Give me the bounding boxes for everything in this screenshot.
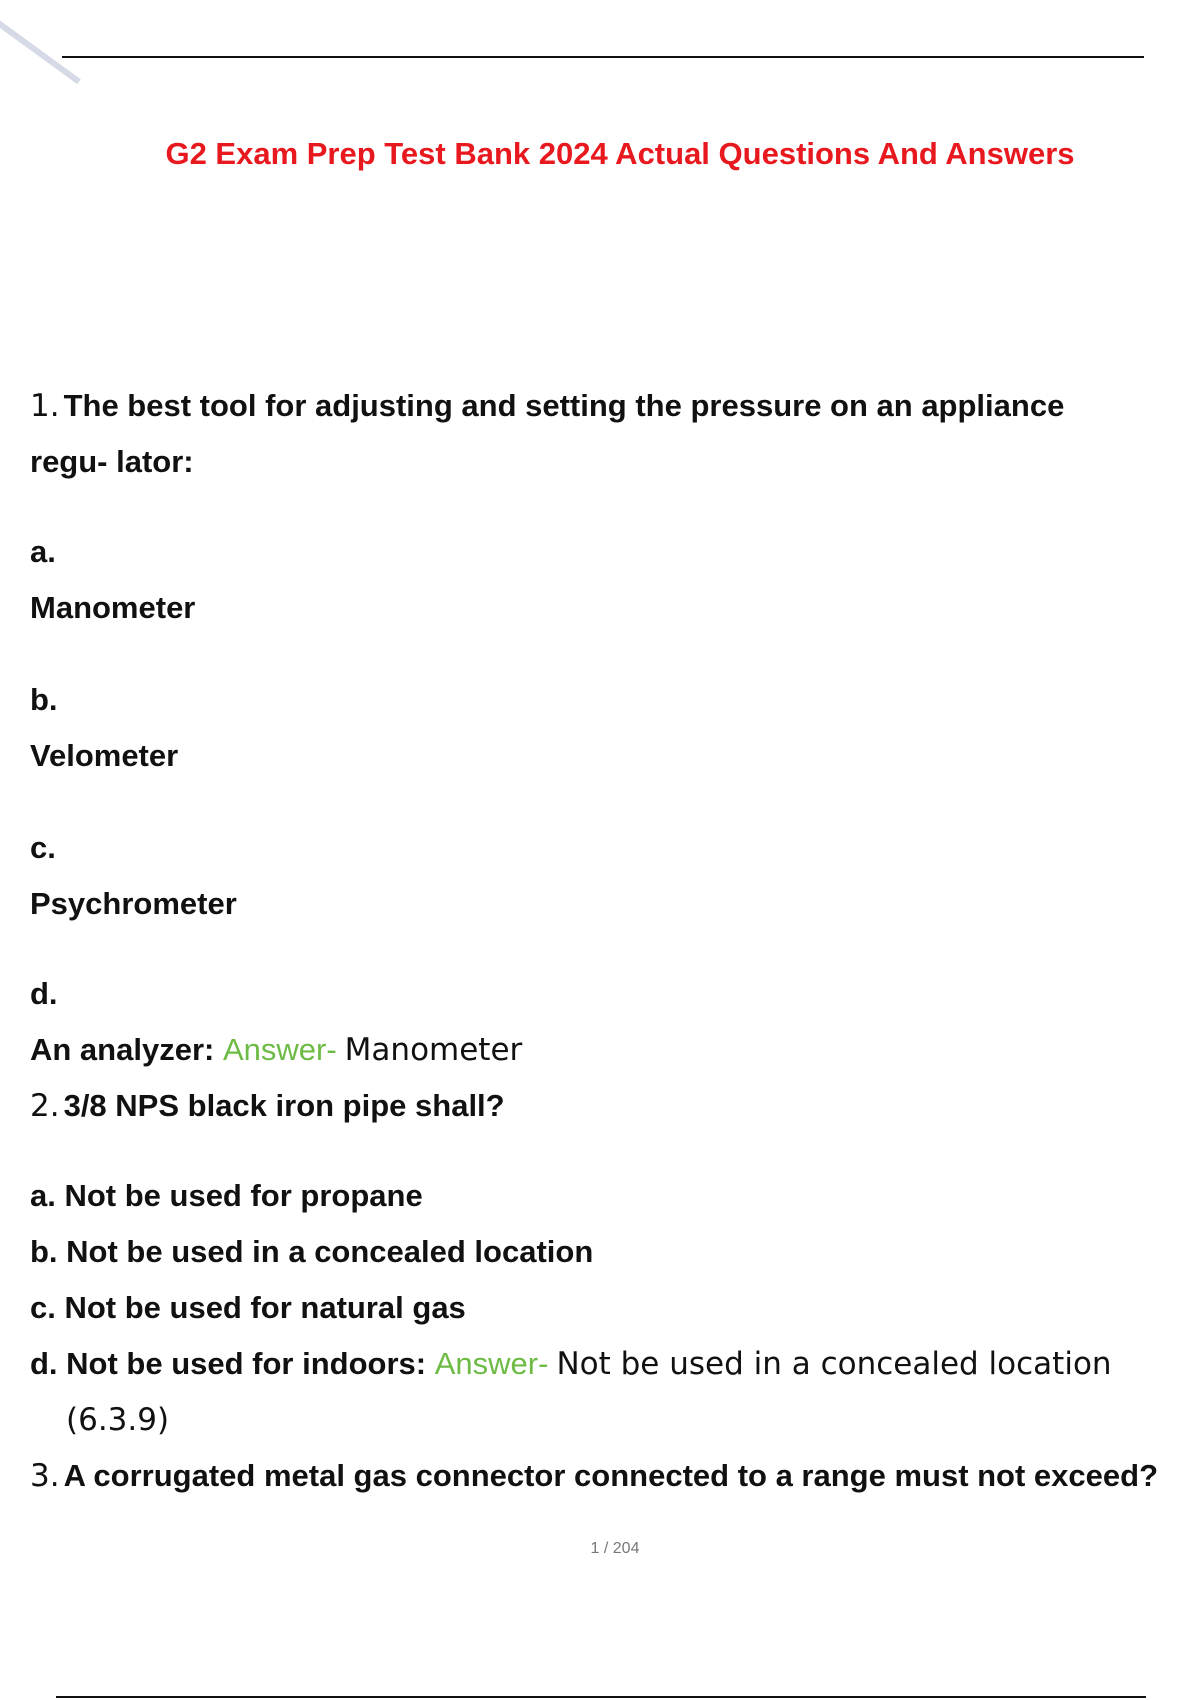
page-indicator: 1 / 204 (590, 1540, 640, 1557)
option-b: b. Not be used in a concealed location (30, 1234, 594, 1269)
option-d-text: d. Not be used for indoors: (30, 1346, 427, 1381)
option-d-text: An analyzer: (30, 1032, 215, 1067)
option-d-answer-line (30, 1346, 1112, 1382)
option-c-label: c. (30, 830, 56, 865)
question-number: 3. (30, 1458, 60, 1494)
question-2 (30, 1088, 505, 1124)
option-d-answer-line (30, 1032, 522, 1068)
corner-decoration (0, 15, 81, 85)
question-1-continued: regu- lator: (30, 444, 194, 479)
answer-tag: Answer- (434, 1346, 549, 1381)
option-c-text: Psychrometer (30, 886, 237, 921)
question-text: 3/8 NPS black iron pipe shall? (63, 1088, 505, 1123)
option-c: c. Not be used for natural gas (30, 1290, 466, 1325)
question-3 (30, 1458, 1158, 1494)
option-a-text: Manometer (30, 590, 196, 625)
answer-value: Manometer (344, 1032, 523, 1068)
option-a-label: a. (30, 534, 56, 569)
option-d-label: d. (30, 976, 58, 1011)
header-rule (62, 56, 1144, 58)
question-number: 1. (30, 388, 60, 424)
question-1 (30, 388, 1064, 424)
question-number: 2. (30, 1088, 60, 1124)
document-title: G2 Exam Prep Test Bank 2024 Actual Questions And Answers (165, 136, 1075, 171)
option-b-label: b. (30, 682, 58, 717)
answer-tag: Answer- (222, 1032, 337, 1067)
question-text: A corrugated metal gas connector connected to a range must not exceed? (63, 1458, 1159, 1493)
option-b-text: Velometer (30, 738, 179, 773)
answer-value: Not be used in a concealed location (556, 1346, 1112, 1382)
question-text: The best tool for adjusting and setting the pressure on an appliance (63, 388, 1065, 423)
footer-rule (56, 1696, 1146, 1698)
answer-continued: (6.3.9) (66, 1402, 170, 1438)
option-a: a. Not be used for propane (30, 1178, 423, 1213)
